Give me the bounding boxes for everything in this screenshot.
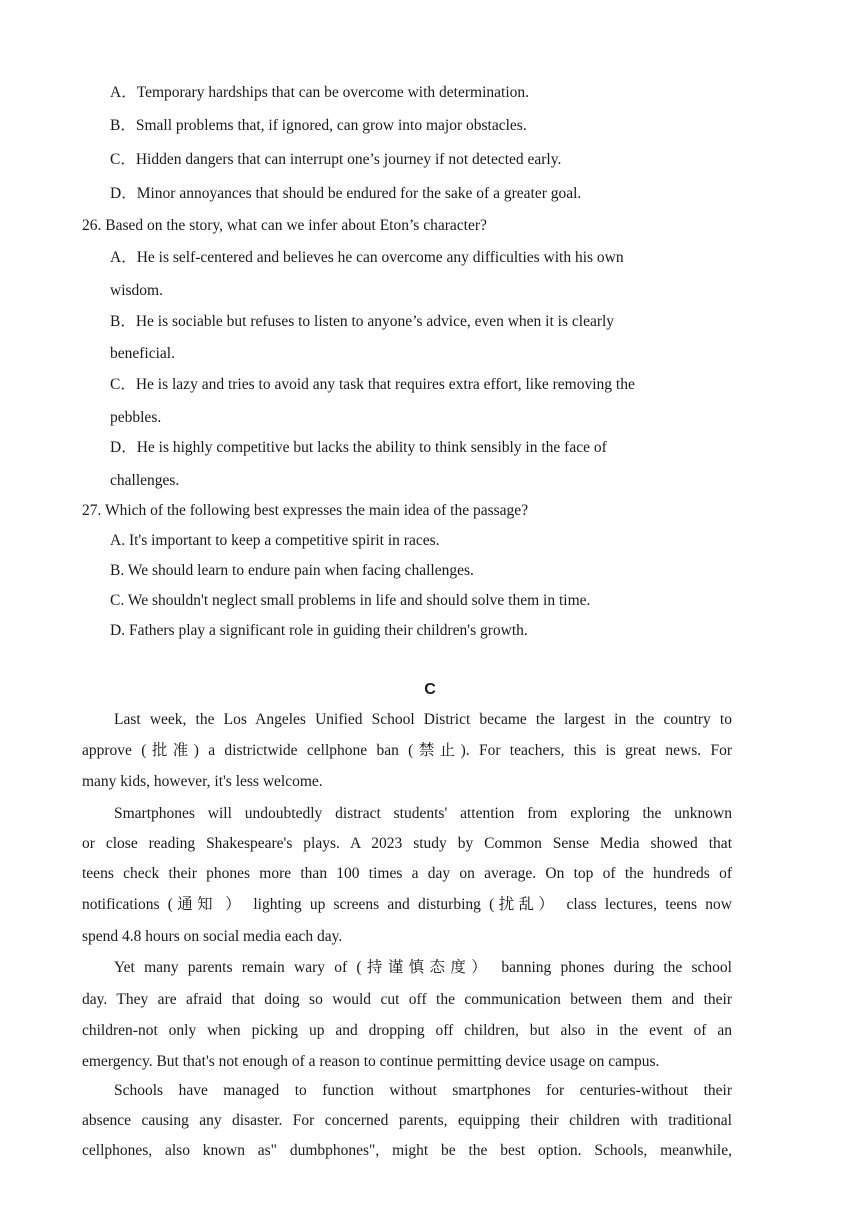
q26-option-c: C．He is lazy and tries to avoid any task that requires extra effort, like removing the — [110, 376, 635, 393]
q25-option-d: D．Minor annoyances that should be endured for the sake of a greater goal. — [110, 185, 582, 202]
paragraph-2-line: spend 4.8 hours on social media each day. — [82, 928, 343, 945]
paragraph-4-line: Schools have managed to function without smartphones for centuries-without their — [114, 1082, 732, 1099]
q26-option-d-cont: challenges. — [110, 472, 180, 489]
paragraph-3-line: children-not only when picking up and dropping off children, but also in the event of an — [82, 1022, 732, 1039]
q25-option-c: C．Hidden dangers that can interrupt one’s journey if not detected early. — [110, 151, 562, 168]
q25-option-b: B．Small problems that, if ignored, can grow into major obstacles. — [110, 117, 527, 134]
paragraph-3-line: Yet many parents remain wary of (持谨慎态度） banning phones during the school — [114, 959, 732, 976]
q26-option-a: A．He is self-centered and believes he can overcome any difficulties with his own — [110, 249, 624, 266]
paragraph-4-line: cellphones, also known as" dumbphones", might be the best option. Schools, meanwhile, — [82, 1142, 732, 1159]
q25-option-a: A．Temporary hardships that can be overcome with determination. — [110, 84, 530, 101]
paragraph-1-line: many kids, however, it's less welcome. — [82, 773, 323, 790]
q26-stem: 26. Based on the story, what can we infer about Eton’s character? — [82, 217, 487, 234]
q26-option-b: B．He is sociable but refuses to listen to anyone’s advice, even when it is clearly — [110, 313, 615, 330]
paragraph-3-line: day. They are afraid that doing so would cut off the communication between them and their — [82, 991, 732, 1008]
q27-option-a: A. It's important to keep a competitive spirit in races. — [110, 532, 440, 549]
paragraph-3-line: emergency. But that's not enough of a reason to continue permitting device usage on campus. — [82, 1053, 660, 1070]
q26-option-c-cont: pebbles. — [110, 409, 162, 426]
q27-option-d: D. Fathers play a significant role in guiding their children's growth. — [110, 622, 528, 639]
paragraph-2-line: Smartphones will undoubtedly distract students' attention from exploring the unknown — [114, 805, 732, 822]
paragraph-2-line: notifications (通知 ） lighting up screens and disturbing (扰乱） class lectures, teens now — [82, 896, 732, 913]
q26-option-a-cont: wisdom. — [110, 282, 163, 299]
section-heading: C — [424, 681, 436, 698]
q26-option-b-cont: beneficial. — [110, 345, 175, 362]
paragraph-2-line: teens check their phones more than 100 times a day on average. On top of the hundreds of — [82, 865, 732, 882]
paragraph-4-line: absence causing any disaster. For concerned parents, equipping their children with traditional — [82, 1112, 732, 1129]
paragraph-1-line: Last week, the Los Angeles Unified School District became the largest in the country to — [114, 711, 732, 728]
paragraph-2-line: or close reading Shakespeare's plays. A 2023 study by Common Sense Media showed that — [82, 835, 732, 852]
q27-stem: 27. Which of the following best expresses the main idea of the passage? — [82, 502, 529, 519]
paragraph-1-line: approve (批准) a districtwide cellphone ban (禁止). For teachers, this is great news. For — [82, 742, 732, 759]
q26-option-d: D．He is highly competitive but lacks the ability to think sensibly in the face of — [110, 439, 607, 456]
q27-option-c: C. We shouldn't neglect small problems in life and should solve them in time. — [110, 592, 591, 609]
q27-option-b: B. We should learn to endure pain when facing challenges. — [110, 562, 474, 579]
